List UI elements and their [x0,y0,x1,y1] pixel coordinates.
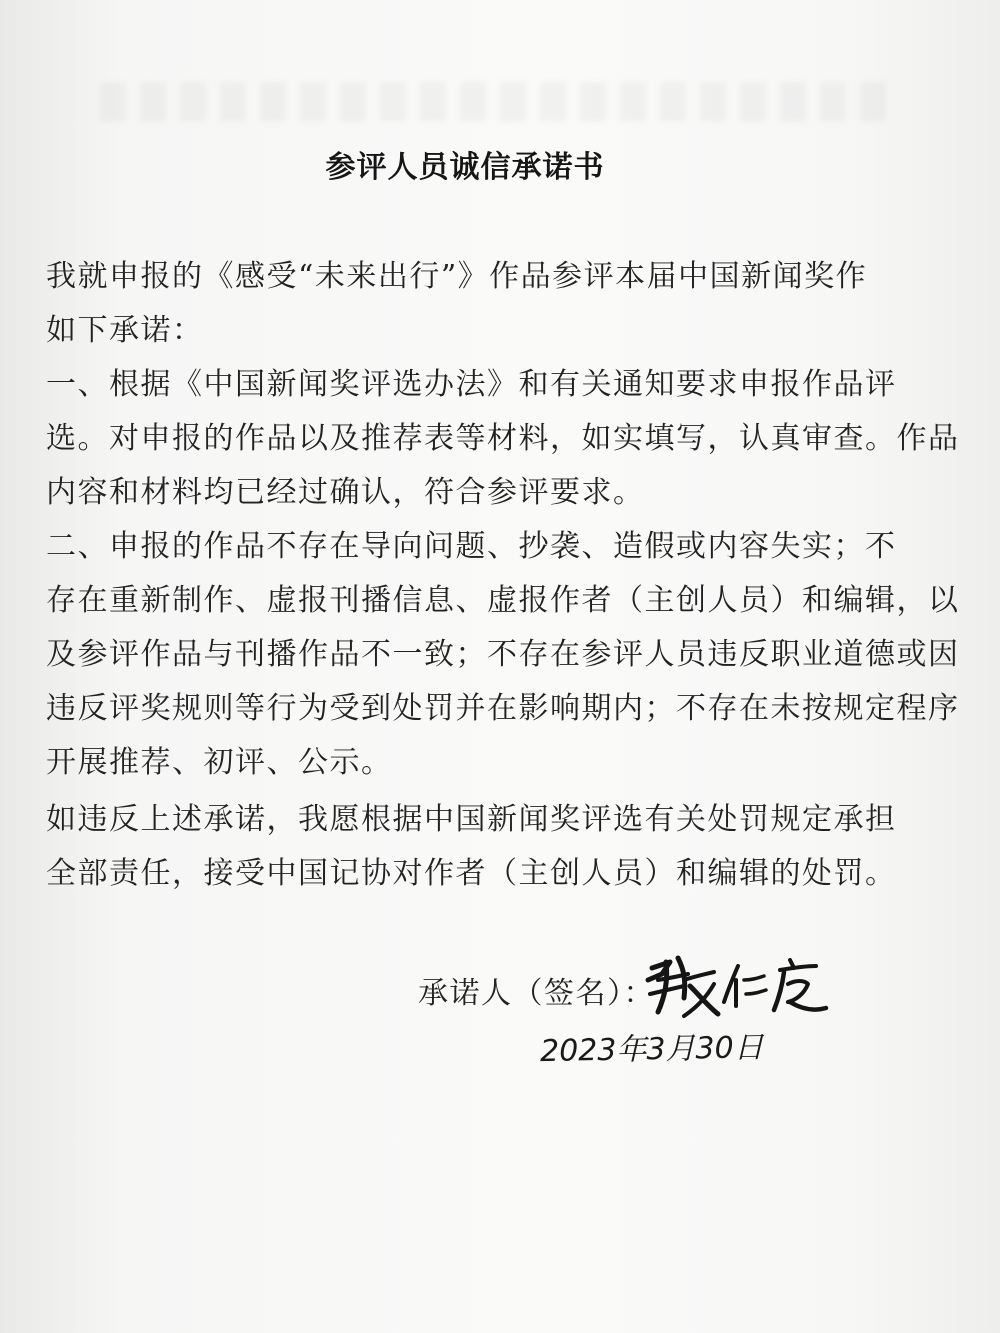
body-line-11: 如违反上述承诺，我愿根据中国新闻奖评选有关处罚规定承担 [46,802,897,837]
body-line-3: 一、根据《中国新闻奖评选办法》和有关通知要求申报作品评 [46,367,897,402]
body-line-7: 存在重新制作、虚报刊播信息、虚报作者（主创人员）和编辑，以 [46,583,960,618]
signature-date: 2023年3月30日 [539,1030,764,1070]
signature-text [0,0,1,1]
body-line-4: 选。对申报的作品以及推荐表等材料，如实填写，认真审查。作品 [46,421,960,456]
signature-label: 承诺人（签名）： [418,976,655,1011]
body-line-2: 如下承诺： [46,313,204,348]
body-line-1: 我就申报的《感受“未来出行”》作品参评本届中国新闻奖作 [46,259,868,294]
document-title: 参评人员诚信承诺书 [325,150,605,185]
show-through-text [100,82,900,122]
body-line-9: 违反评奖规则等行为受到处罚并在影响期内；不存在未按规定程序 [46,691,960,726]
body-line-8: 及参评作品与刊播作品不一致；不存在参评人员违反职业道德或因 [46,637,960,672]
body-line-6: 二、申报的作品不存在导向问题、抄袭、造假或内容失实；不 [46,529,897,564]
body-line-12: 全部责任，接受中国记协对作者（主创人员）和编辑的处罚。 [46,856,897,891]
body-line-5: 内容和材料均已经过确认，符合参评要求。 [46,475,645,510]
handwritten-signature [640,950,830,1020]
body-line-10: 开展推荐、初评、公示。 [46,745,393,780]
